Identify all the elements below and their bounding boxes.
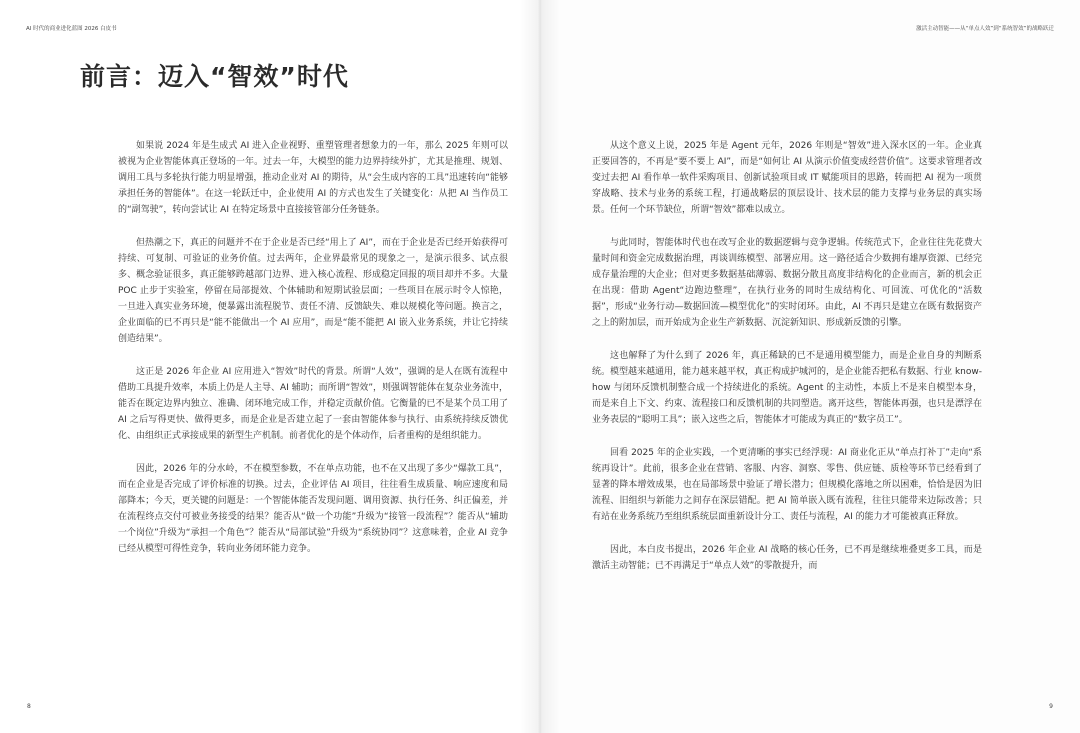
page-number-left: 8 — [27, 703, 31, 710]
running-head-right: 激活主动智能——从“单点人效”到“系统智效”的战略跃迁 — [916, 26, 1054, 32]
paragraph: 这正是 2026 年企业 AI 应用进入“智效”时代的背景。所谓“人效”，强调的是人在既有流程中借助工具提升效率，本质上仍是人主导、AI 辅助；而所谓“智效”，则强调智能体在复杂业务流中，能否在既定边界内独立、准确、闭环地完成工作，并稳定贡献价值。它衡量的已不是某个员工用了 AI 之后写得更快、做得更多，而是企业是否建立起了一套由智能体参与执行、由系统持续反馈优化、由组织正式承接成果的新型生产机制。前者优化的是个体动作，后者重构的是组织能力。 — [118, 367, 508, 441]
paragraph: 但热潮之下，真正的问题并不在于企业是否已经“用上了 AI”，而在于企业是否已经开始获得可持续、可复制、可验证的业务价值。过去两年，企业界最常见的现象之一，是演示很多、试点很多、概念验证很多，真正能够跨越部门边界、进入核心流程、形成稳定回报的项目却并不多。大量 POC 止步于实验室，停留在局部提效、个体辅助和短期试验层面；一些项目在展示时令人惊艳，一旦进入真实业务环境，便暴露出流程脱节、责任不清、反馈缺失、难以规模化等问题。换言之，企业面临的已不再只是“能不能做出一个 AI 应用”，而是“能不能把 AI 嵌入业务系统，并让它持续创造结果”。 — [118, 238, 508, 344]
paragraph: 与此同时，智能体时代也在改写企业的数据逻辑与竞争逻辑。传统范式下，企业往往先花费大量时间和资金完成数据治理，再谈训练模型、部署应用。这一路径适合少数拥有雄厚资源、已经完成存量治理的大企业；但对更多数据基础薄弱、数据分散且高度非结构化的企业而言，新的机会正在出现：借助 Agent“边跑边整理”，在执行业务的同时生成结构化、可回流、可优化的“活数据”，形成“业务行动—数据回流—模型优化”的实时闭环。由此，AI 不再只是建立在既有数据资产之上的附加层，而开始成为企业生产新数据、沉淀新知识、形成新反馈的引擎。 — [592, 238, 982, 328]
paragraph: 从这个意义上说，2025 年是 Agent 元年，2026 年则是“智效”进入深水区的一年。企业真正要回答的，不再是“要不要上 AI”，而是“如何让 AI 从演示价值变成经营价值”。这要求管理者改变过去把 AI 看作单一软件采购项目、创新试验项目或 IT 赋能项目的思路，转而把 AI 视为一项贯穿战略、技术与业务的系统工程，打通战略层的顶层设计、技术层的能力支撑与业务层的真实场景。任何一个环节缺位，所谓“智效”都难以成立。 — [592, 141, 982, 215]
right-page — [540, 0, 1080, 733]
paragraph: 因此，2026 年的分水岭，不在模型参数，不在单点功能，也不在又出现了多少“爆款工具”，而在企业是否完成了评价标准的切换。过去，企业评估 AI 项目，往往看生成质量、响应速度和局部降本；今天，更关键的问题是：一个智能体能否发现问题、调用资源、执行任务、纠正偏差，并在流程终点交付可被业务接受的结果？能否从“做一个功能”升级为“接管一段流程”？能否从“辅助一个岗位”升级为“承担一个角色”？能否从“局部试验”升级为“系统协同”？这意味着，企业 AI 竞争已经从模型可得性竞争，转向业务闭环能力竞争。 — [118, 464, 508, 554]
paragraph: 如果说 2024 年是生成式 AI 进入企业视野、重塑管理者想象力的一年，那么 2025 年则可以被视为企业智能体真正登场的一年。过去一年，大模型的能力边界持续外扩，尤其是推理、规划、调用工具与多轮执行能力明显增强，推动企业对 AI 的期待，从“会生成内容的工具”迅速转向“能够承担任务的智能体”。在这一轮跃迁中，企业使用 AI 的方式也发生了关键变化：从把 AI 当作员工的“副驾驶”，转向尝试让 AI 在特定场景中直接接管部分任务链条。 — [118, 141, 508, 215]
chapter-title: 前言：迈入“智效”时代 — [80, 62, 349, 91]
paragraph: 因此，本白皮书提出，2026 年企业 AI 战略的核心任务，已不再是继续堆叠更多工具，而是激活主动智能；已不再满足于“单点人效”的零散提升，而 — [592, 545, 982, 571]
running-head-left: AI 时代的商业进化蓝图 2026 白皮书 — [26, 26, 117, 32]
right-body-text — [592, 138, 982, 591]
left-body-text — [118, 138, 508, 574]
page-number-right: 9 — [1049, 703, 1053, 710]
paragraph: 这也解释了为什么到了 2026 年，真正稀缺的已不是通用模型能力，而是企业自身的判断系统。模型越来越通用，能力越来越平权，真正构成护城河的，是企业能否把私有数据、行业 know-how 与闭环反馈机制整合成一个持续进化的系统。Agent 的主动性，本质上不是来自模型本身，而是来自上下文、约束、流程接口和反馈机制的共同塑造。离开这些，智能体再强，也只是漂浮在业务表层的“聪明工具”；嵌入这些之后，智能体才可能成为真正的“数字员工”。 — [592, 351, 982, 425]
paragraph: 回看 2025 年的企业实践，一个更清晰的事实已经浮现：AI 商业化正从“单点打补丁”走向“系统再设计”。此前，很多企业在营销、客服、内容、洞察、零售、供应链、质检等环节已经看到了显著的降本增效成果，也在局部场景中验证了增长潜力；但规模化落地之所以困难，恰恰是因为旧流程、旧组织与新能力之间存在深层错配。把 AI 简单嵌入既有流程，往往只能带来边际改善；只有站在业务系统乃至组织系统层面重新设计分工、责任与流程，AI 的能力才可能被真正释放。 — [592, 448, 982, 522]
